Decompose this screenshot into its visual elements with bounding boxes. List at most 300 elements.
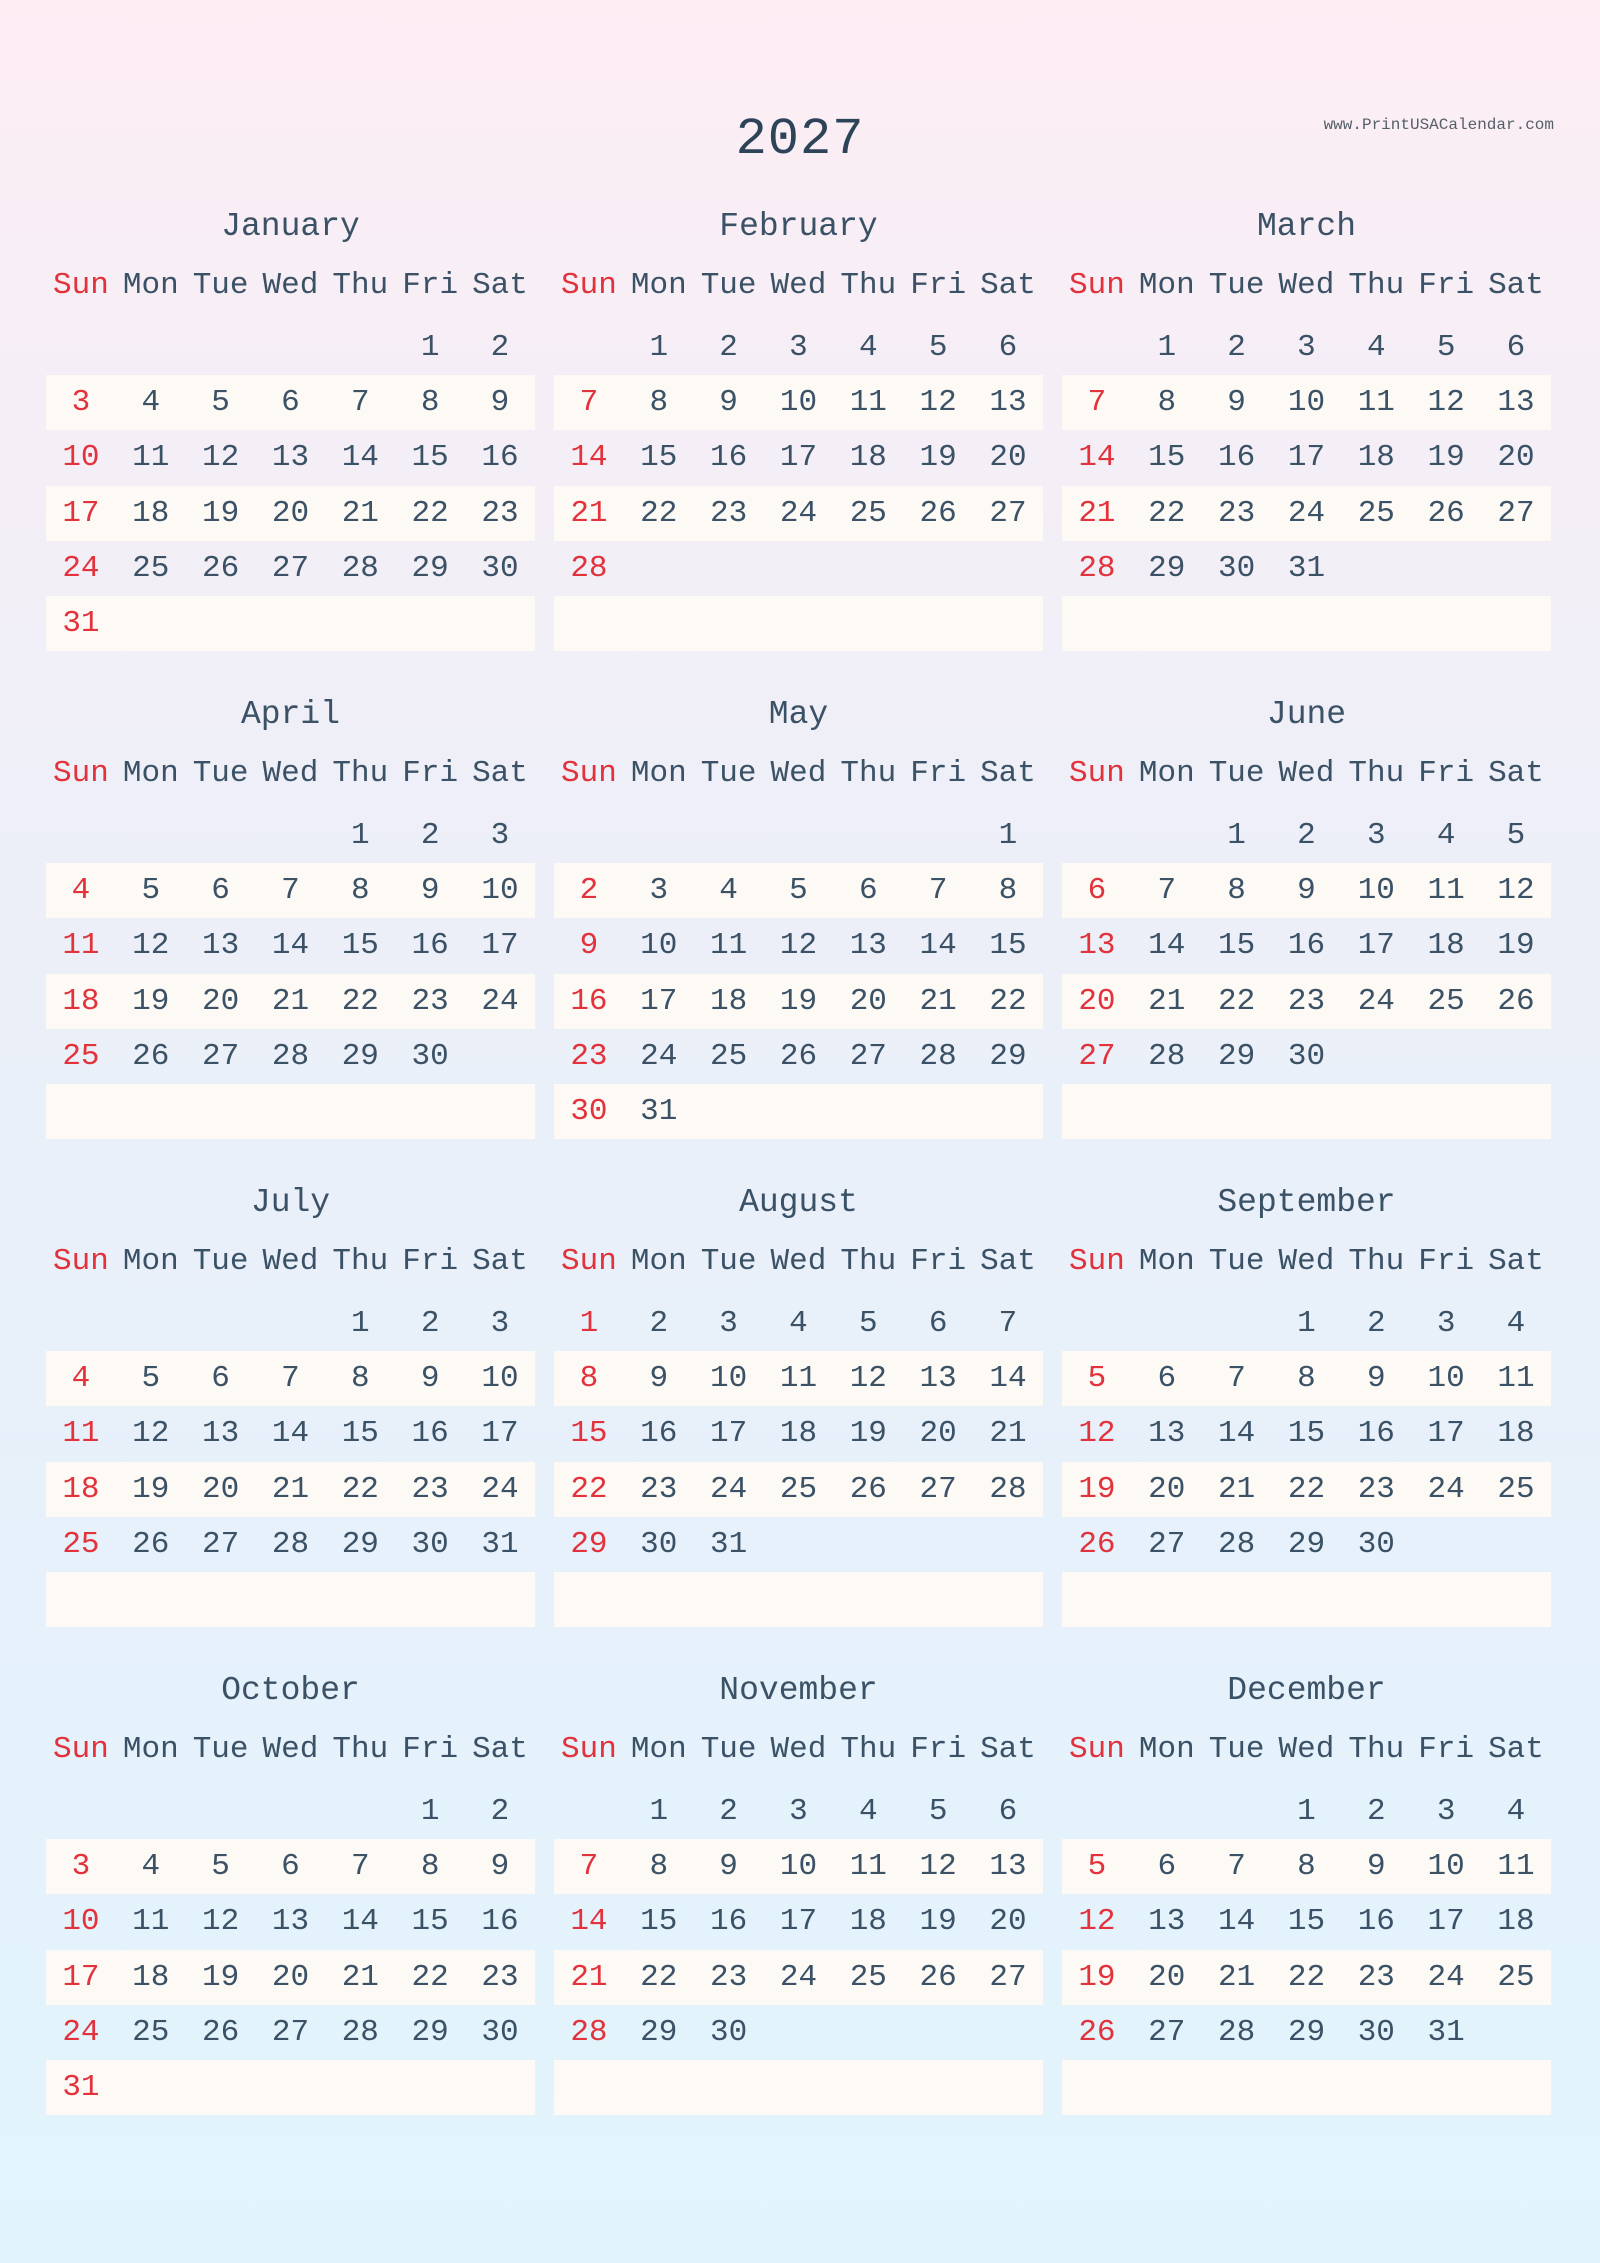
day-cell: 13 (1148, 1416, 1186, 1451)
day-cell: 17 (1287, 440, 1326, 475)
day-cell (1411, 541, 1481, 596)
weekday-label: Mon (630, 756, 687, 791)
weekday-header (46, 754, 535, 794)
day-cell (1341, 2060, 1411, 2115)
day-cell (1062, 596, 1132, 651)
weekday-label: Thu (332, 1732, 389, 1767)
weekday-label: Sun (1069, 756, 1125, 791)
weekday-label: Sat (472, 1244, 528, 1279)
weekday-label: Wed (770, 1244, 827, 1279)
day-cell: 2 (719, 330, 738, 365)
day-cell (764, 1517, 834, 1572)
weekday-label: Thu (332, 268, 389, 303)
week-row (554, 1351, 1043, 1406)
day-cell: 12 (1078, 1416, 1116, 1451)
weekday-label: Tue (700, 756, 757, 791)
weekday-header (554, 266, 1043, 306)
month-august (554, 1174, 1043, 1629)
day-cell: 17 (1427, 1416, 1465, 1451)
day-cell: 7 (350, 1849, 370, 1884)
day-cell: 5 (1436, 330, 1456, 365)
week-row (1062, 596, 1551, 651)
day-cell: 18 (62, 1472, 100, 1507)
week-row (46, 863, 535, 918)
week-row (1062, 2060, 1551, 2115)
day-cell (325, 596, 395, 651)
day-cell (465, 1084, 535, 1139)
day-cell: 19 (1497, 928, 1535, 963)
week-row (1062, 1406, 1551, 1461)
day-cell (833, 541, 903, 596)
day-cell: 28 (570, 551, 608, 586)
day-cell: 12 (132, 1416, 170, 1451)
day-cell: 27 (1148, 1527, 1186, 1562)
day-cell (1411, 1029, 1481, 1084)
day-cell: 21 (341, 1960, 379, 1995)
day-cell: 9 (490, 385, 510, 420)
day-cell (1132, 1572, 1202, 1627)
week-row (554, 1517, 1043, 1572)
day-cell (46, 1784, 116, 1839)
day-cell: 23 (481, 496, 519, 531)
day-cell: 20 (1148, 1472, 1186, 1507)
weekday-label: Sun (53, 1244, 109, 1279)
day-cell: 19 (849, 1416, 887, 1451)
day-cell: 27 (1078, 1039, 1116, 1074)
day-cell: 9 (1366, 1361, 1386, 1396)
weekday-label: Tue (192, 268, 249, 303)
day-cell: 12 (1497, 873, 1535, 908)
day-cell (1481, 1572, 1551, 1627)
day-cell: 13 (202, 1416, 240, 1451)
day-cell: 29 (341, 1527, 379, 1562)
day-cell (973, 2005, 1043, 2060)
day-cell: 12 (132, 928, 170, 963)
day-cell (903, 2060, 973, 2115)
day-cell: 4 (141, 385, 161, 420)
week-row (554, 1572, 1043, 1627)
day-cell: 22 (411, 496, 449, 531)
day-cell (1411, 1084, 1481, 1139)
day-cell: 24 (1427, 1960, 1465, 1995)
weekday-label: Sat (1488, 1732, 1544, 1767)
day-cell: 28 (1148, 1039, 1186, 1074)
day-cell: 29 (411, 2015, 449, 2050)
day-cell: 21 (989, 1416, 1027, 1451)
month-july (46, 1174, 535, 1629)
day-cell: 13 (849, 928, 887, 963)
day-cell (46, 808, 116, 863)
day-cell (1202, 1084, 1272, 1139)
day-cell: 11 (62, 928, 100, 963)
week-row (46, 1572, 535, 1627)
day-cell: 20 (989, 440, 1027, 475)
week-row (1062, 541, 1551, 596)
week-row (554, 430, 1043, 485)
day-cell (46, 1296, 116, 1351)
day-cell: 13 (202, 928, 240, 963)
day-cell: 8 (350, 873, 370, 908)
day-cell (694, 1572, 764, 1627)
day-cell (325, 2060, 395, 2115)
day-cell: 10 (710, 1361, 748, 1396)
week-row (1062, 1296, 1551, 1351)
week-row (554, 1894, 1043, 1949)
day-cell (116, 1084, 186, 1139)
day-cell: 8 (579, 1361, 599, 1396)
day-cell (256, 596, 326, 651)
day-cell: 10 (1287, 385, 1326, 420)
day-cell: 26 (919, 496, 957, 531)
day-cell: 16 (1218, 440, 1256, 475)
week-row (46, 2005, 535, 2060)
weekday-label: Tue (700, 268, 757, 303)
day-cell: 20 (202, 984, 240, 1019)
day-cell (973, 596, 1043, 651)
day-cell: 4 (858, 1794, 878, 1829)
day-cell: 27 (919, 1472, 957, 1507)
day-cell: 1 (998, 818, 1018, 853)
weekday-label: Mon (122, 1732, 179, 1767)
day-cell: 25 (779, 1472, 818, 1507)
day-cell (1062, 1572, 1132, 1627)
day-cell (973, 2060, 1043, 2115)
weekday-label: Mon (122, 756, 179, 791)
day-cell: 3 (789, 1794, 808, 1829)
day-cell (764, 2005, 834, 2060)
day-cell (903, 808, 973, 863)
day-cell: 12 (849, 1361, 887, 1396)
week-row (1062, 974, 1551, 1029)
day-cell: 24 (640, 1039, 678, 1074)
day-cell: 26 (1078, 2015, 1116, 2050)
weekday-label: Sun (1069, 268, 1125, 303)
day-cell: 4 (71, 873, 91, 908)
day-cell: 20 (919, 1416, 957, 1451)
month-name: November (719, 1672, 878, 1709)
day-cell (973, 1084, 1043, 1139)
weekday-header (1062, 754, 1551, 794)
day-cell: 6 (211, 873, 230, 908)
day-cell: 14 (1148, 928, 1186, 963)
day-cell (694, 2060, 764, 2115)
weekday-label: Fri (1418, 1732, 1475, 1767)
day-cell (1272, 596, 1342, 651)
weekday-label: Sat (980, 756, 1036, 791)
day-cell (554, 1572, 624, 1627)
day-cell: 9 (1297, 873, 1316, 908)
day-cell: 1 (1297, 1794, 1316, 1829)
day-cell: 11 (1497, 1361, 1535, 1396)
day-cell: 28 (341, 551, 379, 586)
day-cell (256, 1296, 326, 1351)
day-cell: 25 (849, 1960, 887, 1995)
week-row (554, 1839, 1043, 1894)
day-cell: 8 (420, 1849, 440, 1884)
weekday-label: Mon (1138, 268, 1195, 303)
day-cell: 5 (1087, 1849, 1107, 1884)
day-cell: 3 (1297, 330, 1316, 365)
day-cell: 5 (928, 330, 948, 365)
week-row (554, 1950, 1043, 2005)
day-cell: 1 (649, 1794, 669, 1829)
day-cell: 2 (490, 1794, 510, 1829)
day-cell (973, 541, 1043, 596)
week-row (1062, 1351, 1551, 1406)
weekday-label: Sun (1069, 1732, 1125, 1767)
month-october (46, 1662, 535, 2117)
day-cell: 20 (202, 1472, 240, 1507)
weekday-header (46, 1242, 535, 1282)
day-cell: 8 (1227, 873, 1246, 908)
day-cell: 9 (420, 873, 440, 908)
day-cell: 15 (640, 440, 678, 475)
weekday-label: Fri (910, 268, 967, 303)
day-cell (1132, 2060, 1202, 2115)
day-cell (1481, 596, 1551, 651)
day-cell: 19 (132, 984, 170, 1019)
day-cell (395, 1084, 465, 1139)
day-cell: 19 (132, 1472, 170, 1507)
day-cell: 15 (1287, 1416, 1326, 1451)
day-cell: 11 (779, 1361, 818, 1396)
day-cell: 19 (202, 1960, 240, 1995)
month-name: April (240, 696, 341, 733)
day-cell: 27 (849, 1039, 887, 1074)
week-row (46, 375, 535, 430)
day-cell: 12 (919, 1849, 957, 1884)
day-cell (833, 808, 903, 863)
day-cell: 19 (779, 984, 818, 1019)
day-cell: 28 (1218, 2015, 1256, 2050)
weekday-label: Mon (1138, 1244, 1195, 1279)
day-cell: 16 (1357, 1904, 1395, 1939)
day-cell (624, 596, 694, 651)
day-cell: 7 (1227, 1849, 1246, 1884)
day-cell: 1 (350, 818, 370, 853)
day-cell (256, 320, 326, 375)
day-cell: 5 (789, 873, 808, 908)
day-cell (554, 808, 624, 863)
day-cell: 14 (341, 440, 379, 475)
day-cell: 2 (719, 1794, 738, 1829)
day-cell: 26 (1497, 984, 1535, 1019)
weekday-label: Thu (1348, 756, 1405, 791)
day-cell (1062, 2060, 1132, 2115)
day-cell: 24 (481, 1472, 519, 1507)
day-cell: 5 (211, 385, 230, 420)
day-cell: 21 (341, 496, 379, 531)
month-name: August (739, 1184, 858, 1221)
weekday-label: Mon (122, 268, 179, 303)
day-cell: 22 (341, 984, 379, 1019)
weekday-label: Thu (840, 1244, 897, 1279)
weekday-label: Thu (840, 1732, 897, 1767)
day-cell: 20 (271, 1960, 310, 1995)
day-cell (764, 2060, 834, 2115)
day-cell: 13 (1497, 385, 1535, 420)
month-january (46, 198, 535, 653)
weekday-header (554, 1242, 1043, 1282)
weekday-label: Mon (630, 1732, 687, 1767)
day-cell: 18 (132, 1960, 170, 1995)
day-cell: 5 (928, 1794, 948, 1829)
day-cell: 16 (481, 1904, 519, 1939)
day-cell: 25 (1427, 984, 1465, 1019)
weekday-label: Mon (1138, 1732, 1195, 1767)
day-cell (624, 2060, 694, 2115)
day-cell: 25 (132, 551, 170, 586)
week-row (1062, 1084, 1551, 1139)
day-cell: 17 (1357, 928, 1395, 963)
day-cell (186, 320, 256, 375)
day-cell: 27 (989, 496, 1027, 531)
week-row (554, 2060, 1043, 2115)
day-cell: 1 (420, 330, 440, 365)
week-row (554, 1784, 1043, 1839)
day-cell: 8 (1297, 1361, 1316, 1396)
day-cell: 28 (1218, 1527, 1256, 1562)
day-cell (46, 1572, 116, 1627)
day-cell (465, 2060, 535, 2115)
day-cell: 29 (1218, 1039, 1256, 1074)
day-cell: 10 (62, 1904, 100, 1939)
week-row (46, 1839, 535, 1894)
day-cell: 14 (570, 1904, 608, 1939)
weekday-label: Sat (980, 1244, 1036, 1279)
weekday-label: Wed (262, 268, 319, 303)
day-cell: 29 (1148, 551, 1186, 586)
day-cell (903, 1572, 973, 1627)
day-cell: 19 (202, 496, 240, 531)
day-cell (833, 1572, 903, 1627)
day-cell: 4 (1366, 330, 1386, 365)
weekday-label: Thu (332, 1244, 389, 1279)
day-cell (833, 1084, 903, 1139)
day-cell: 3 (789, 330, 808, 365)
weekday-label: Mon (122, 1244, 179, 1279)
day-cell (1411, 1517, 1481, 1572)
week-row (1062, 2005, 1551, 2060)
day-cell: 6 (1157, 1361, 1177, 1396)
day-cell: 30 (570, 1094, 608, 1129)
day-cell: 1 (1297, 1306, 1316, 1341)
day-cell: 11 (849, 385, 887, 420)
week-row (1062, 430, 1551, 485)
day-cell: 9 (1227, 385, 1246, 420)
day-cell: 22 (1287, 1960, 1326, 1995)
weekday-header (554, 1730, 1043, 1770)
day-cell: 18 (849, 440, 887, 475)
week-row (554, 1084, 1043, 1139)
day-cell: 15 (1148, 440, 1186, 475)
week-row (46, 1351, 535, 1406)
day-cell: 27 (1148, 2015, 1186, 2050)
day-cell: 29 (989, 1039, 1027, 1074)
day-cell: 13 (1078, 928, 1116, 963)
weekday-label: Wed (1278, 1732, 1335, 1767)
day-cell (624, 1572, 694, 1627)
day-cell: 26 (779, 1039, 818, 1074)
day-cell: 24 (710, 1472, 748, 1507)
day-cell: 30 (1218, 551, 1256, 586)
day-cell: 23 (1218, 496, 1256, 531)
day-cell (256, 808, 326, 863)
day-cell: 15 (989, 928, 1027, 963)
weekday-label: Wed (1278, 268, 1335, 303)
day-cell: 30 (411, 1039, 449, 1074)
day-cell: 4 (141, 1849, 161, 1884)
day-cell (1062, 1784, 1132, 1839)
day-cell: 30 (710, 2015, 748, 2050)
week-row (554, 320, 1043, 375)
day-cell (1132, 1296, 1202, 1351)
day-cell: 2 (420, 818, 440, 853)
day-cell (1341, 596, 1411, 651)
weekday-label: Wed (262, 1244, 319, 1279)
day-cell: 27 (989, 1960, 1027, 1995)
day-cell: 25 (849, 496, 887, 531)
day-cell (465, 1029, 535, 1084)
day-cell: 21 (271, 1472, 310, 1507)
day-cell: 22 (640, 1960, 678, 1995)
day-cell: 19 (919, 1904, 957, 1939)
day-cell: 21 (570, 1960, 608, 1995)
weekday-label: Mon (630, 1244, 687, 1279)
day-cell: 24 (62, 551, 100, 586)
day-cell: 19 (1427, 440, 1465, 475)
weekday-label: Fri (402, 1244, 459, 1279)
day-cell (465, 596, 535, 651)
weekday-label: Sun (561, 1732, 617, 1767)
day-cell: 7 (1087, 385, 1107, 420)
day-cell: 6 (211, 1361, 230, 1396)
day-cell: 10 (481, 873, 519, 908)
day-cell: 30 (481, 551, 519, 586)
day-cell (833, 596, 903, 651)
day-cell (1202, 1296, 1272, 1351)
day-cell: 14 (1078, 440, 1116, 475)
month-april (46, 686, 535, 1141)
day-cell: 9 (1366, 1849, 1386, 1884)
weekday-label: Fri (402, 756, 459, 791)
day-cell: 23 (1357, 1960, 1395, 1995)
day-cell: 7 (579, 385, 599, 420)
day-cell (256, 1572, 326, 1627)
day-cell: 23 (411, 1472, 449, 1507)
day-cell: 22 (341, 1472, 379, 1507)
day-cell: 20 (989, 1904, 1027, 1939)
day-cell: 14 (919, 928, 957, 963)
month-name: March (1256, 208, 1357, 245)
weekday-label: Thu (332, 756, 389, 791)
day-cell: 27 (271, 551, 310, 586)
weekday-label: Tue (192, 1732, 249, 1767)
day-cell: 27 (202, 1039, 240, 1074)
week-row (46, 808, 535, 863)
day-cell: 5 (1506, 818, 1526, 853)
week-row (46, 1784, 535, 1839)
day-cell: 2 (490, 330, 510, 365)
week-row (1062, 1029, 1551, 1084)
day-cell: 6 (1157, 1849, 1177, 1884)
day-cell (395, 2060, 465, 2115)
week-row (46, 430, 535, 485)
weekday-label: Sat (980, 1732, 1036, 1767)
weekday-label: Fri (910, 1244, 967, 1279)
week-row (46, 2060, 535, 2115)
day-cell: 23 (1287, 984, 1326, 1019)
